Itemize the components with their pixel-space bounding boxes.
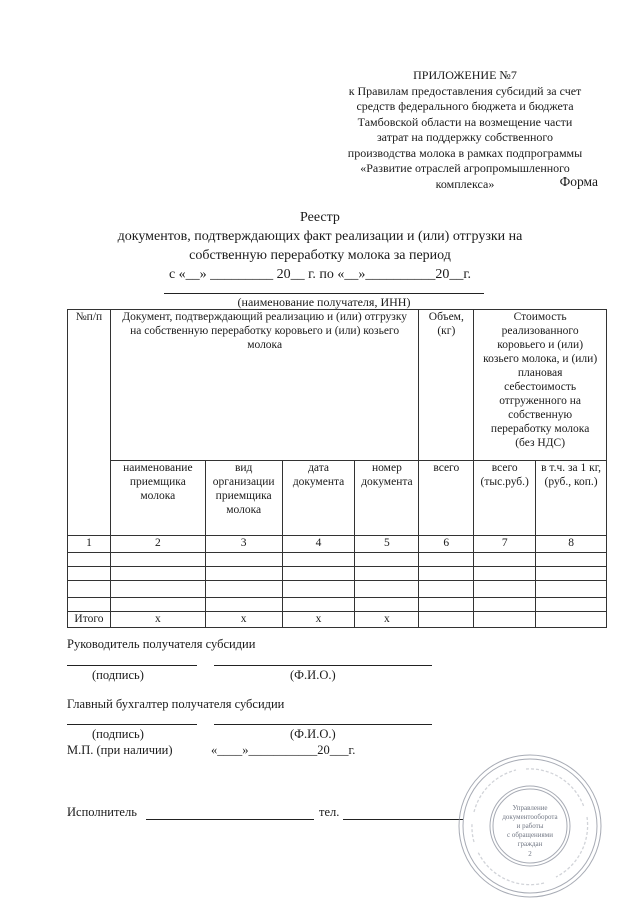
stamp-text: граждан	[517, 840, 543, 848]
subheader-cost-total: всего (тыс.руб.)	[474, 461, 536, 536]
stamp-text: документооборота	[502, 813, 558, 821]
accountant-fio-caption: (Ф.И.О.)	[290, 727, 336, 741]
mp-label: М.П. (при наличии)	[67, 743, 173, 757]
column-number: 6	[419, 536, 474, 553]
header-no: №п/п	[68, 310, 111, 536]
appendix-line: ПРИЛОЖЕНИЕ №7	[413, 68, 517, 82]
title-period-line: с «__» _________ 20__ г. по «__»__________20__г.	[168, 267, 472, 282]
column-number: 2	[110, 536, 205, 553]
total-cell: x	[110, 612, 205, 628]
subheader-cost-per-kg: в т.ч. за 1 кг, (руб., коп.)	[536, 461, 607, 536]
form-label: Форма	[559, 174, 598, 189]
table-row	[68, 553, 607, 567]
total-cell	[536, 612, 607, 628]
head-signature-line	[67, 665, 197, 666]
appendix-line: производства молока в рамках подпрограммы	[347, 145, 583, 160]
subheader-document-date: дата документа	[282, 461, 355, 536]
total-cell: x	[282, 612, 355, 628]
title-line: собственную переработку молока за период	[189, 248, 451, 263]
subheader-document-number: номер документа	[355, 461, 419, 536]
table-row	[68, 581, 607, 598]
appendix-line: затрат на поддержку собственного	[376, 130, 554, 144]
column-number: 3	[205, 536, 282, 553]
total-cell: Итого	[68, 612, 111, 628]
column-number: 8	[536, 536, 607, 553]
subheader-organization-type: вид организации приемщика молока	[205, 461, 282, 536]
stamp-text: с обращениями	[507, 831, 553, 839]
head-fio-caption: (Ф.И.О.)	[290, 668, 336, 682]
stamp-text: 2	[528, 850, 532, 858]
title-line: Реестр	[300, 210, 340, 225]
executor-line	[146, 819, 314, 820]
recipient-caption: (наименование получателя, ИНН)	[237, 295, 411, 309]
head-label: Руководитель получателя субсидии	[67, 637, 256, 651]
accountant-fio-line	[214, 724, 432, 725]
total-cell: x	[355, 612, 419, 628]
total-row	[68, 612, 607, 628]
total-cell: x	[205, 612, 282, 628]
header-document: Документ, подтверждающий реализацию и (или) отгрузку на собственную переработку коровьего и (или) козьего молока	[110, 310, 418, 461]
column-number: 7	[474, 536, 536, 553]
appendix-line: Тамбовской области на возмещение части	[357, 114, 573, 129]
header-volume: Объем, (кг)	[419, 310, 474, 461]
table-row	[68, 567, 607, 581]
phone-line	[343, 819, 463, 820]
stamp-text: и работы	[516, 822, 544, 830]
accountant-label: Главный бухгалтер получателя субсидии	[67, 697, 285, 711]
appendix-line: комплекса»	[435, 176, 495, 191]
appendix-line: к Правилам предоставления субсидий за счет	[348, 83, 582, 98]
subheader-volume-total: всего	[419, 461, 474, 536]
column-number: 4	[282, 536, 355, 553]
accountant-signature-caption: (подпись)	[92, 727, 144, 741]
document-title	[60, 208, 580, 284]
stamp-seal-icon	[456, 752, 604, 900]
column-number: 1	[68, 536, 111, 553]
accountant-signature-line	[67, 724, 197, 725]
table-row	[68, 598, 607, 612]
head-fio-line	[214, 665, 432, 666]
title-line: документов, подтверждающих факт реализации и (или) отгрузки на	[117, 229, 523, 244]
column-number: 5	[355, 536, 419, 553]
recipient-underline	[164, 293, 484, 294]
executor-label: Исполнитель	[67, 805, 137, 819]
appendix-line: «Развитие отраслей агропромышленного	[360, 161, 570, 175]
date-line: «____»___________20___г.	[211, 743, 356, 757]
header-cost: Стоимость реализованного коровьего и (или) козьего молока, и (или) плановая себестоимость отгруженного на собственную переработку молока (без НДС)	[474, 310, 607, 461]
total-cell	[419, 612, 474, 628]
head-signature-caption: (подпись)	[92, 668, 144, 682]
appendix-line: средств федерального бюджета и бюджета	[356, 99, 574, 113]
total-cell	[474, 612, 536, 628]
register-table	[67, 309, 607, 628]
phone-label: тел.	[319, 805, 340, 819]
subheader-receiver-name: наименование приемщика молока	[110, 461, 205, 536]
stamp-text: Управление	[512, 804, 548, 812]
